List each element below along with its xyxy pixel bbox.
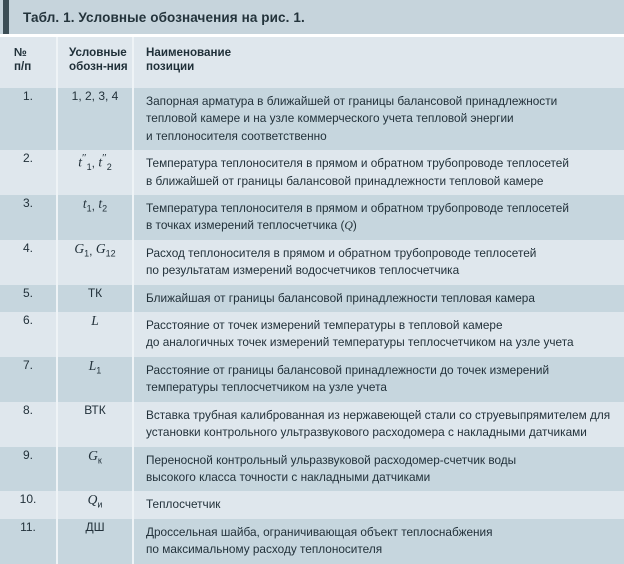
cell-row-number: 4. [0, 240, 57, 285]
table-row [0, 519, 624, 564]
description-line: Расход теплоносителя в прямом и обратном трубопроводе теплосетей [146, 245, 537, 260]
cell-row-number: 5. [0, 285, 57, 312]
cell-description [133, 88, 624, 150]
table-header [0, 37, 624, 88]
description-line: установки контрольного ультразвукового расходомера с накладными датчиками [146, 425, 587, 440]
description-line: Температура теплоносителя в прямом и обратном трубопроводе теплосетей [146, 201, 569, 216]
table-row [0, 491, 624, 518]
cell-row-number: 8. [0, 402, 57, 447]
cell-description [133, 491, 624, 518]
description-line: Расстояние от точек измерений температуры в тепловой камере [146, 318, 503, 333]
page-title: Табл. 1. Условные обозначения на рис. 1. [23, 9, 305, 25]
cell-row-number: 3. [0, 195, 57, 240]
cell-symbol: ДШ [57, 519, 133, 564]
description-line: Расстояние от границы балансовой принадлежности до точек измерений [146, 362, 550, 377]
cell-row-number: 9. [0, 447, 57, 492]
cell-description [133, 150, 624, 195]
column-header-symbol-line1: Условные [69, 46, 127, 59]
cell-description [133, 402, 624, 447]
description-line: высокого класса точности с накладными датчиками [146, 469, 431, 484]
cell-description [133, 357, 624, 402]
column-header-description-line2: позиции [146, 60, 195, 73]
table-title-band [0, 0, 624, 34]
description-line: Переносной контрольный ульразвуковой расходомер-счетчик воды [146, 452, 517, 467]
cell-symbol: L [57, 312, 133, 357]
description-line: до аналогичных точек измерений температуры теплосчетчиком на узле учета [146, 335, 574, 350]
column-header-symbol [57, 37, 133, 88]
cell-symbol: $G_1$ , $G_{12}$ [57, 240, 133, 285]
description-line: Температура теплоносителя в прямом и обратном трубопроводе теплосетей [146, 156, 569, 171]
table-header-row [0, 37, 624, 88]
description-line: Теплосчетчик [146, 497, 221, 512]
table-row [0, 240, 624, 285]
column-header-number-line1: № [14, 46, 27, 59]
description-line: и теплоносителя соответственно [146, 128, 327, 143]
legend-table [0, 37, 624, 564]
description-line: по максимальному расходу теплоносителя [146, 542, 383, 557]
column-header-number-line2: п/п [14, 60, 32, 73]
cell-description [133, 285, 624, 312]
column-header-number [0, 37, 57, 88]
description-line: по результатам измерений водосчетчиков теплосчетчика [146, 263, 460, 278]
cell-description [133, 240, 624, 285]
cell-symbol: $t_1$ , $t_2$ [57, 195, 133, 240]
description-line: Дроссельная шайба, ограничивающая объект теплоснабжения [146, 524, 493, 539]
cell-symbol: $L_1$ [57, 357, 133, 402]
description-line: температуры теплосчетчиком на узле учета [146, 380, 387, 395]
table-row [0, 447, 624, 492]
table-body [0, 88, 624, 564]
column-header-symbol-line2: обозн-ния [69, 60, 128, 73]
table-row [0, 357, 624, 402]
cell-symbol: $Q_и$ [57, 491, 133, 518]
cell-symbol: 1, 2, 3, 4 [57, 88, 133, 150]
cell-row-number: 7. [0, 357, 57, 402]
description-line: в точках измерений теплосчетчика (Q) [146, 218, 357, 233]
table-row [0, 150, 624, 195]
title-accent-bar [3, 0, 9, 34]
table-row [0, 402, 624, 447]
description-line: Ближайшая от границы балансовой принадлежности тепловая камера [146, 290, 535, 305]
description-line: в ближайшей от границы балансовой принадлежности тепловой камере [146, 173, 544, 188]
cell-row-number: 10. [0, 491, 57, 518]
cell-symbol: ВТК [57, 402, 133, 447]
column-header-description-line1: Наименование [146, 46, 232, 59]
cell-row-number: 2. [0, 150, 57, 195]
cell-symbol: ТК [57, 285, 133, 312]
cell-description [133, 312, 624, 357]
cell-row-number: 11. [0, 519, 57, 564]
table-row [0, 195, 624, 240]
table-row [0, 88, 624, 150]
table-row [0, 312, 624, 357]
cell-description [133, 195, 624, 240]
description-line: тепловой камере и на узле коммерческого учета тепловой энергии [146, 111, 514, 126]
table-row [0, 285, 624, 312]
description-line: Запорная арматура в ближайшей от границы балансовой принадлежности [146, 94, 558, 108]
description-line: Вставка трубная калиброванная из нержавеющей стали со струевыпрямителем для [146, 407, 611, 422]
cell-symbol: $G_к$ [57, 447, 133, 492]
cell-description [133, 519, 624, 564]
cell-row-number: 6. [0, 312, 57, 357]
cell-symbol: $t''_1$ , $t''_2$ [57, 150, 133, 195]
cell-description [133, 447, 624, 492]
column-header-description [133, 37, 624, 88]
cell-row-number: 1. [0, 88, 57, 150]
